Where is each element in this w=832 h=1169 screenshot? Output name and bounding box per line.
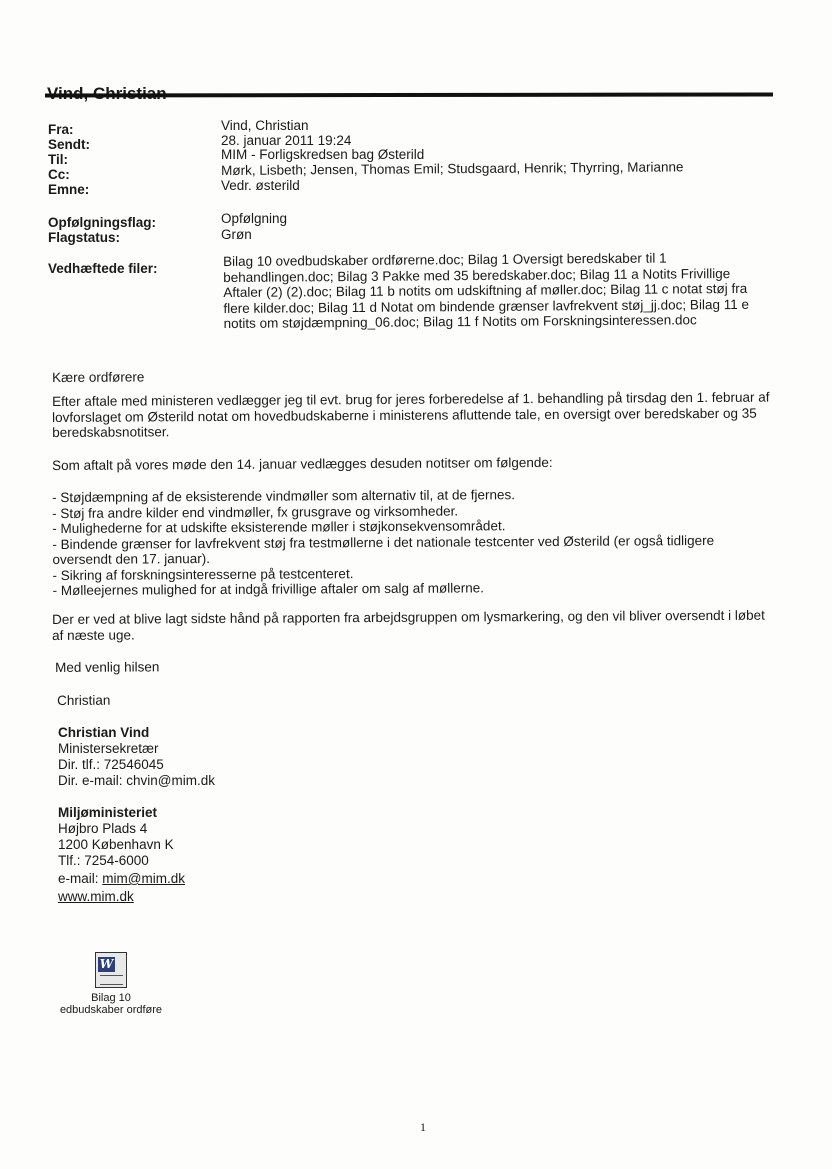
attachment-label-line-2: edbudskaber ordføre xyxy=(59,1004,163,1016)
signature-name: Christian Vind xyxy=(58,725,150,740)
subject-value: Vedr. østerild xyxy=(221,178,300,193)
sent-value: 28. januar 2011 19:24 xyxy=(221,133,352,148)
cc-value: Mørk, Lisbeth; Jensen, Thomas Emil; Studsgaard, Henrik; Thyrring, Marianne xyxy=(221,159,684,178)
subject-label: Emne: xyxy=(48,182,90,197)
to-value: MIM - Forligskredsen bag Østerild xyxy=(221,147,425,162)
closing: Med venlig hilsen xyxy=(55,659,160,675)
attachments-label: Vedhæftede filer: xyxy=(48,261,158,276)
body-paragraph-1: Efter aftale med ministeren vedlægger jeg til evt. brug for jeres forberedelse af 1. behandling på tirsdag den 1. februar af lovforslaget om Østerild notat om hovedbudskaberne i ministerens afluttende tale, en oversigt over beredskaber og 35 beredskabsnotitser. xyxy=(52,389,770,440)
organization-city: 1200 København K xyxy=(58,837,174,852)
signature-email: Dir. e-mail: chvin@mim.dk xyxy=(58,773,215,788)
flag-status-value: Grøn xyxy=(221,227,252,242)
to-label: Til: xyxy=(48,152,68,167)
organization-email-link[interactable]: mim@mim.dk xyxy=(102,871,185,886)
word-document-icon[interactable]: W xyxy=(95,952,127,988)
body-paragraph-2: Som aftalt på vores møde den 14. januar vedlægges desuden notitser om følgende: xyxy=(52,454,553,473)
organization-website-link[interactable]: www.mim.dk xyxy=(58,889,134,904)
organization-block xyxy=(58,805,185,905)
list-item: - Mulighederne for at udskifte eksisterende møller i støjkonsekvensområdet. xyxy=(52,518,506,536)
attachments-list: Bilag 10 ovedbudskaber ordførerne.doc; Bilag 1 Oversigt beredskaber til 1 behandlingen.doc; Bilag 3 Pakke med 35 beredskaber.doc; Bilag 11 a Notits Frivillige Aftaler (2) (2).doc; Bilag 11 b notits om udskiftning af møller.doc; Bilag 11 c notat støj fra flere kilder.doc; Bilag 11 d Notat om bindende grænser lavfrekvent støj_jj.doc; Bilag 11 e notits om støjdæmpning_06.doc; Bilag 11 f Notits om Forskningsinteressen.doc xyxy=(223,250,749,331)
list-item: - Mølleejernes mulighed for at indgå frivillige aftaler om salg af møllerne. xyxy=(52,580,485,598)
embedded-attachment[interactable] xyxy=(56,952,166,1016)
organization-email-prefix: e-mail: xyxy=(58,871,103,886)
from-value: Vind, Christian xyxy=(221,118,309,133)
page-number: 1 xyxy=(420,1120,426,1134)
list-item: - Sikring af forskningsinteresserne på testcenteret. xyxy=(52,565,354,583)
organization-email-line xyxy=(58,871,185,887)
followup-flag-value: Opfølgning xyxy=(221,211,288,226)
followup-flag-label: Opfølgningsflag: xyxy=(48,215,156,230)
sender-first-name: Christian xyxy=(57,692,111,708)
organization-name: Miljøministeriet xyxy=(58,805,158,820)
flag-status-label: Flagstatus: xyxy=(48,230,121,245)
list-item: - Bindende grænser for lavfrekvent støj fra testmøllerne i det nationale testcenter ved Østerild (er også tidligere oversendt den 17. januar). xyxy=(52,532,715,567)
body-paragraph-3: Der er ved at blive lagt sidste hånd på rapporten fra arbejdsgruppen om lysmarkering, og den vil bliver oversendt i løbet af næste uge. xyxy=(52,607,765,643)
signature-block xyxy=(58,725,215,789)
signature-title: Ministersekretær xyxy=(58,741,159,756)
notice-list xyxy=(52,486,775,599)
attachment-label-line-1: Bilag 10 xyxy=(91,992,131,1004)
organization-street: Højbro Plads 4 xyxy=(58,821,148,836)
greeting: Kære ordførere xyxy=(52,369,145,385)
signature-phone: Dir. tlf.: 72546045 xyxy=(58,757,164,772)
sent-label: Sendt: xyxy=(48,137,90,152)
from-label: Fra: xyxy=(48,122,74,137)
organization-phone: Tlf.: 7254-6000 xyxy=(58,853,149,868)
cc-label: Cc: xyxy=(48,167,70,182)
header-divider xyxy=(45,92,773,97)
list-item: - Støj fra andre kilder end vindmøller, fx grusgrave og virksomheder. xyxy=(52,503,459,521)
list-item: - Støjdæmpning af de eksisterende vindmøller som alternativ til, at de fjernes. xyxy=(52,487,516,505)
